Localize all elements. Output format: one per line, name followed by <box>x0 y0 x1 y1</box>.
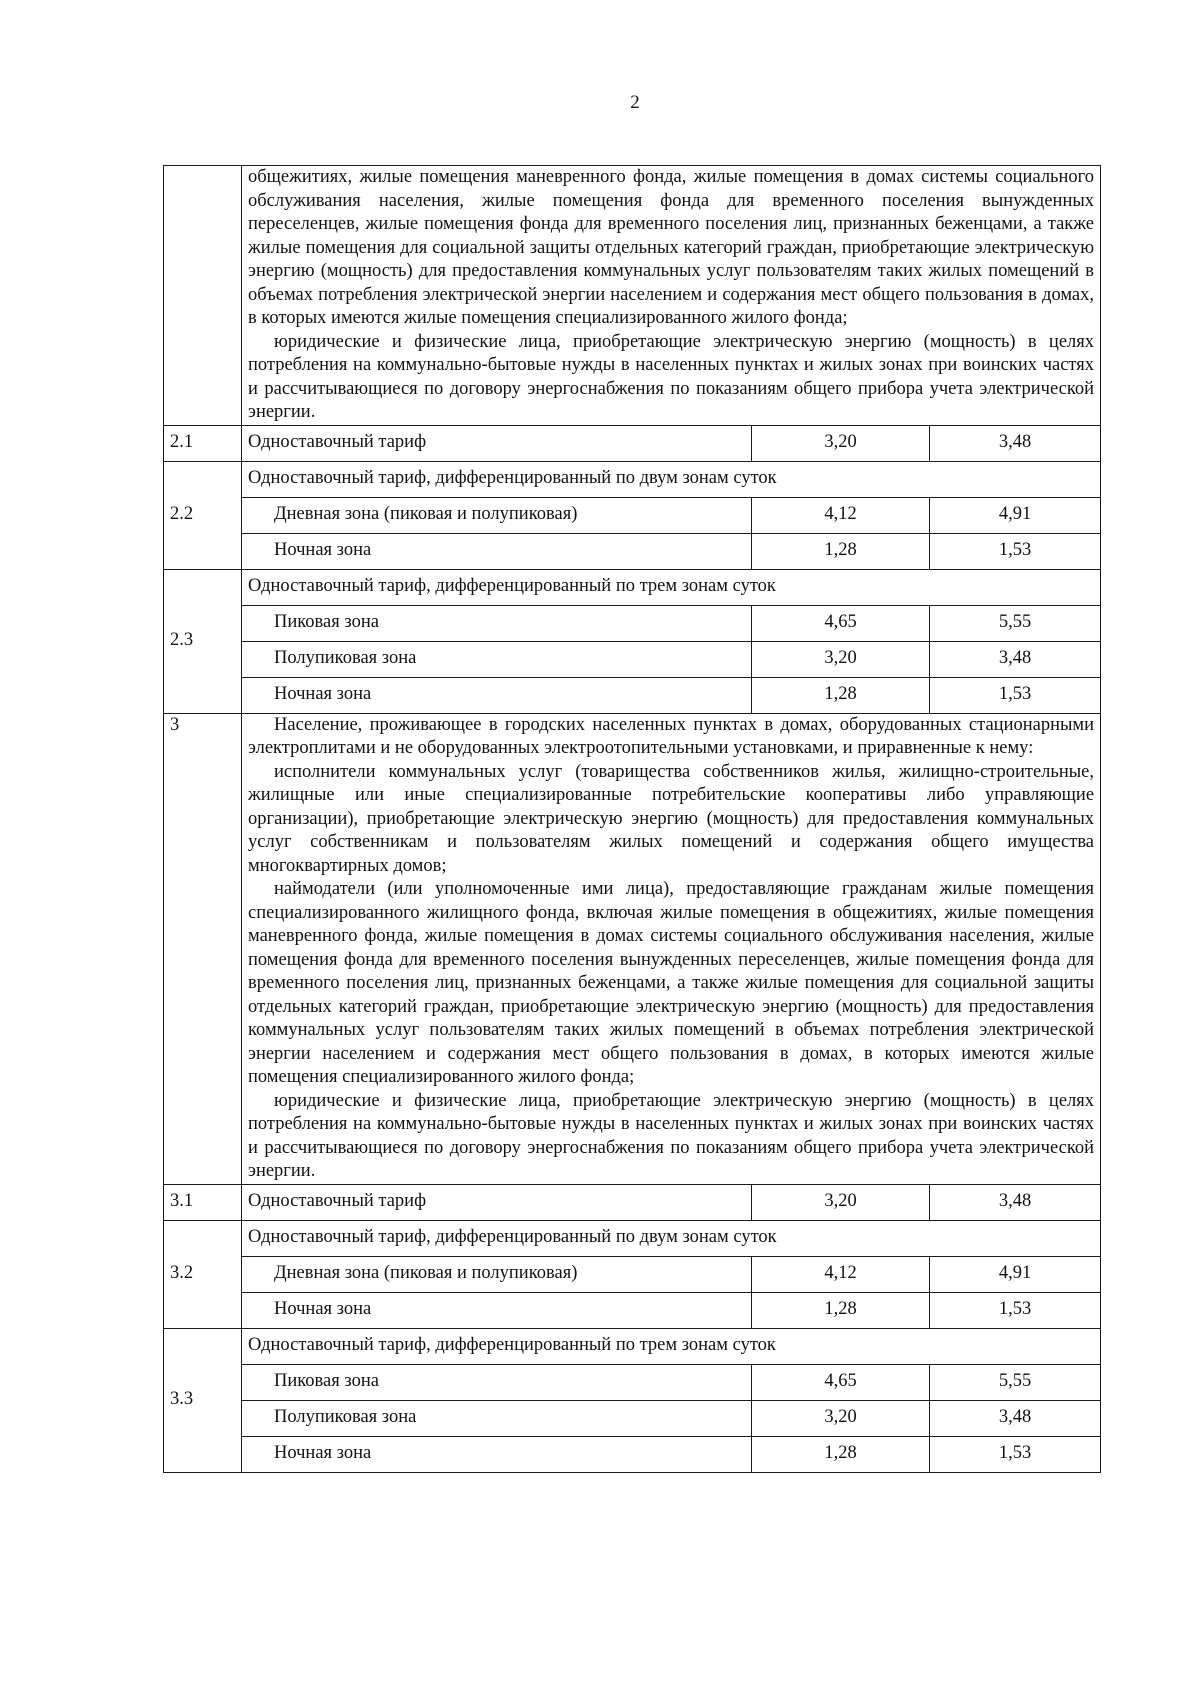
description-cell <box>242 713 1101 1184</box>
tariff-value-2: 4,91 <box>930 497 1101 533</box>
tariff-value-1: 4,12 <box>752 497 930 533</box>
table-row <box>164 497 1101 533</box>
row-number <box>164 166 242 426</box>
zone-label: Ночная зона <box>242 677 752 713</box>
tariff-value-2: 1,53 <box>930 677 1101 713</box>
zone-label: Ночная зона <box>242 533 752 569</box>
tariff-value-2: 5,55 <box>930 1364 1101 1400</box>
tariff-value-1: 4,65 <box>752 605 930 641</box>
row-number: 3.1 <box>164 1184 242 1220</box>
table-row <box>164 425 1101 461</box>
tariff-value-1: 3,20 <box>752 1184 930 1220</box>
description-paragraph: юридические и физические лица, приобретающие электрическую энергию (мощность) в целях потребления на коммунально-бытовые нужды в населенных пунктах и жилых зонах при воинских частях и рассчитывающиеся по договору энергоснабжения по показаниям общего прибора учета электрической энергии. <box>248 331 1095 422</box>
table-row <box>164 1292 1101 1328</box>
tariff-value-1: 3,20 <box>752 641 930 677</box>
row-number: 2.1 <box>164 425 242 461</box>
table-row <box>164 641 1101 677</box>
zone-label: Пиковая зона <box>242 605 752 641</box>
tariff-value-2: 1,53 <box>930 1436 1101 1472</box>
tariff-value-1: 1,28 <box>752 1292 930 1328</box>
tariff-value-2: 3,48 <box>930 1184 1101 1220</box>
description-paragraph: наймодатели (или уполномоченные ими лица), предоставляющие гражданам жилые помещения специализированного жилищного фонда, включая жилые помещения в общежитиях, жилые помещения маневренного фонда, жилые помещения в домах системы социального обслуживания населения, жилые помещения фонда для временного поселения вынужденных переселенцев, жилые помещения фонда для временного поселения лиц, признанных беженцами, а также жилые помещения для социальной защиты отдельных категорий граждан, приобретающие электрическую энергию (мощность) для предоставления коммунальных услуг пользователям таких жилых помещений в объемах потребления электрической энергии населением и содержания мест общего пользования в домах, в которых имеются жилые помещения специализированного жилого фонда; <box>248 879 1095 1087</box>
table-row <box>164 1364 1101 1400</box>
description-cell <box>242 166 1101 426</box>
zone-label: Пиковая зона <box>242 1364 752 1400</box>
tariff-value-2: 1,53 <box>930 1292 1101 1328</box>
tariff-value-1: 4,12 <box>752 1256 930 1292</box>
tariff-value-2: 1,53 <box>930 533 1101 569</box>
zone-label: Полупиковая зона <box>242 1400 752 1436</box>
tariff-value-2: 3,48 <box>930 1400 1101 1436</box>
description-paragraph: общежитиях, жилые помещения маневренного фонда, жилые помещения в домах системы социального обслуживания населения, жилые помещения фонда для временного поселения вынужденных переселенцев, жилые помещения фонда для временного поселения лиц, признанных беженцами, а также жилые помещения для социальной защиты отдельных категорий граждан, приобретающие электрическую энергию (мощность) для предоставления коммунальных услуг пользователям таких жилых помещений в объемах потребления электрической энергии населением и содержания мест общего пользования в домах, в которых имеются жилые помещения специализированного жилого фонда; <box>248 167 1095 328</box>
tariff-value-1: 1,28 <box>752 533 930 569</box>
table-row <box>164 166 1101 426</box>
tariff-value-2: 4,91 <box>930 1256 1101 1292</box>
row-number: 2.3 <box>164 569 242 713</box>
description-paragraph: исполнители коммунальных услуг (товарищества собственников жилья, жилищно-строительные, жилищные или иные специализированные потребительские кооперативы либо управляющие организации), приобретающие электрическую энергию (мощность) для предоставления коммунальных услуг собственникам и пользователям жилых помещений и содержания общего имущества многоквартирных домов; <box>248 761 1095 876</box>
tariff-value-2: 3,48 <box>930 425 1101 461</box>
tariff-value-1: 1,28 <box>752 677 930 713</box>
tariff-group-label: Одноставочный тариф, дифференцированный по трем зонам суток <box>242 569 1101 605</box>
tariff-value-2: 5,55 <box>930 605 1101 641</box>
page-number: 2 <box>630 92 640 113</box>
table-row <box>164 1436 1101 1472</box>
tariff-value-1: 1,28 <box>752 1436 930 1472</box>
table-row <box>164 677 1101 713</box>
row-number: 3 <box>164 713 242 1184</box>
table-row <box>164 713 1101 1184</box>
table-row <box>164 1400 1101 1436</box>
description-paragraph: Население, проживающее в городских населенных пунктах в домах, оборудованных стационарными электроплитами и не оборудованных электроотопительными установками, и приравненные к нему: <box>248 714 1095 758</box>
table-row <box>164 533 1101 569</box>
tariff-value-1: 4,65 <box>752 1364 930 1400</box>
zone-label: Ночная зона <box>242 1292 752 1328</box>
tariff-group-label: Одноставочный тариф, дифференцированный по трем зонам суток <box>242 1328 1101 1364</box>
tariff-group-label: Одноставочный тариф, дифференцированный по двум зонам суток <box>242 1220 1101 1256</box>
tariff-label: Одноставочный тариф <box>242 425 752 461</box>
row-number: 3.3 <box>164 1328 242 1472</box>
tariff-label: Одноставочный тариф <box>242 1184 752 1220</box>
zone-label: Дневная зона (пиковая и полупиковая) <box>242 497 752 533</box>
table-row <box>164 569 1101 605</box>
zone-label: Дневная зона (пиковая и полупиковая) <box>242 1256 752 1292</box>
zone-label: Полупиковая зона <box>242 641 752 677</box>
tariff-value-1: 3,20 <box>752 1400 930 1436</box>
row-number: 2.2 <box>164 461 242 569</box>
tariff-table <box>163 165 1101 1473</box>
zone-label: Ночная зона <box>242 1436 752 1472</box>
row-number: 3.2 <box>164 1220 242 1328</box>
tariff-value-1: 3,20 <box>752 425 930 461</box>
table-row <box>164 605 1101 641</box>
description-paragraph: юридические и физические лица, приобретающие электрическую энергию (мощность) в целях потребления на коммунально-бытовые нужды в населенных пунктах и жилых зонах при воинских частях и рассчитывающиеся по договору энергоснабжения по показаниям общего прибора учета электрической энергии. <box>248 1090 1095 1181</box>
table-row <box>164 1220 1101 1256</box>
table-row <box>164 1184 1101 1220</box>
table-row <box>164 1256 1101 1292</box>
table-row <box>164 1328 1101 1364</box>
tariff-value-2: 3,48 <box>930 641 1101 677</box>
table-row <box>164 461 1101 497</box>
tariff-group-label: Одноставочный тариф, дифференцированный по двум зонам суток <box>242 461 1101 497</box>
